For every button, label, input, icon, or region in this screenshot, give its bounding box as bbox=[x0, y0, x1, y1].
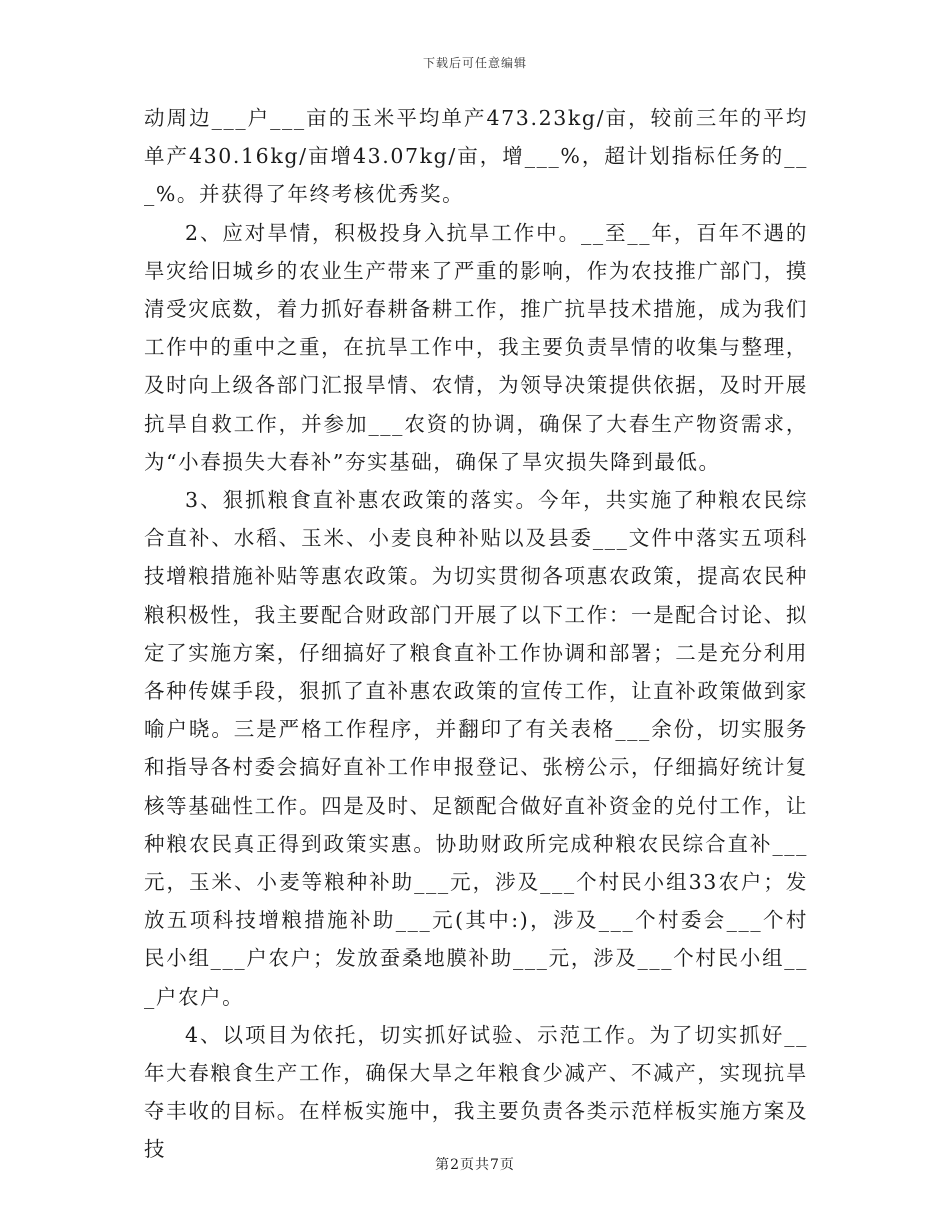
paragraph-demonstration-projects: 4、以项目为依托，切实抓好试验、示范工作。为了切实抓好__年大春粮食生产工作，确保大旱之年粮食少减产、不减产，实现抗旱夺丰收的目标。在样板实施中，我主要负责各类示范样板实施方案及技 bbox=[144, 1022, 808, 1162]
paragraph-continuation: 动周边___户___亩的玉米平均单产473.23kg/亩，较前三年的平均单产430.16kg/亩增43.07kg/亩，增___%，超计划指标任务的___%。并获得了年终考核优秀奖。 bbox=[144, 106, 808, 207]
page-header: 下载后可任意编辑 bbox=[422, 56, 527, 70]
document-body bbox=[144, 99, 808, 1169]
paragraph-subsidy-policy: 3、狠抓粮食直补惠农政策的落实。今年，共实施了种粮农民综合直补、水稻、玉米、小麦良种补贴以及县委___文件中落实五项科技增粮措施补贴等惠农政策。为切实贯彻各项惠农政策，提高农民种粮积极性，我主要配合财政部门开展了以下工作：一是配合讨论、拟定了实施方案，仔细搞好了粮食直补工作协调和部署；二是充分利用各种传媒手段，狠抓了直补惠农政策的宣传工作，让直补政策做到家喻户晓。三是严格工作程序，并翻印了有关表格___余份，切实服务和指导各村委会搞好直补工作申报登记、张榜公示，仔细搞好统计复核等基础性工作。四是及时、足额配合做好直补资金的兑付工作，让种粮农民真正得到政策实惠。协助财政所完成种粮农民综合直补___元，玉米、小麦等粮种补助___元，涉及___个村民小组33农户；发放五项科技增粮措施补助___元(其中:)，涉及___个村委会___个村民小组___户农户；发放蚕桑地膜补助___元，涉及___个村民小组___户农户。 bbox=[144, 488, 808, 1009]
page-footer-page-number: 第2页共7页 bbox=[435, 1157, 515, 1173]
paragraph-drought-response: 2、应对旱情，积极投身入抗旱工作中。__至__年，百年不遇的旱灾给旧城乡的农业生产带来了严重的影响，作为农技推广部门，摸清受灾底数，着力抓好春耕备耕工作，推广抗旱技术措施，成为我们工作中的重中之重，在抗旱工作中，我主要负责旱情的收集与整理，及时向上级各部门汇报旱情、农情，为领导决策提供依据，及时开展抗旱自救工作，并参加___农资的协调，确保了大春生产物资需求，为“小春损失大春补”夯实基础，确保了旱灾损失降到最低。 bbox=[144, 220, 808, 474]
